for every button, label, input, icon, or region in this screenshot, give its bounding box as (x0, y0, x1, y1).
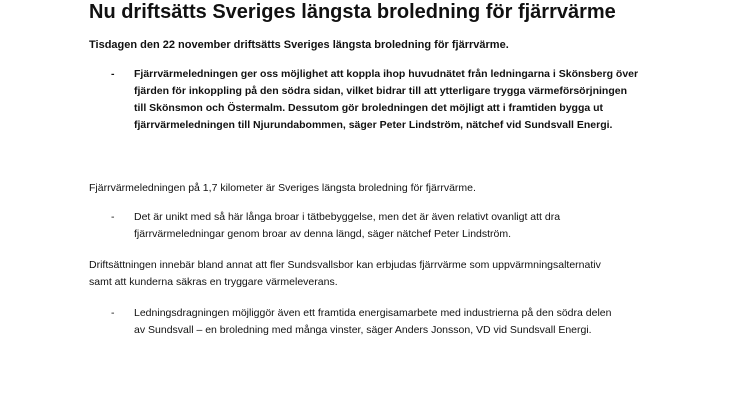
quote-text (134, 66, 674, 134)
lead-paragraph: Tisdagen den 22 november driftsätts Sveriges längsta broledning för fjärrvärme. (89, 39, 509, 51)
paragraph-line: samt att kunderna säkras en tryggare värmeleverans. (89, 276, 338, 288)
page-title: Nu driftsätts Sveriges längsta broledning för fjärrvärme (89, 1, 616, 23)
quote-text (134, 305, 674, 339)
quote-line: Ledningsdragningen möjliggör även ett framtida energisamarbete med industrierna på den södra delen (134, 307, 612, 319)
quote-line: fjärden för inkoppling på den södra sidan, vilket bidrar till att ytterligare trygga värmeförsörjningen (134, 85, 628, 97)
quote-text (134, 209, 674, 243)
quote-dash: - (111, 68, 115, 80)
quote-line: Fjärrvärmeledningen ger oss möjlighet att koppla ihop huvudnätet från ledningarna i Skönsberg över (134, 68, 639, 80)
paragraph-line: Driftsättningen innebär bland annat att fler Sundsvallsbor kan erbjudas fjärrvärme som uppvärmningsalternativ (89, 259, 601, 271)
quote-dash: - (111, 307, 115, 319)
body-paragraph-2 (89, 257, 601, 291)
quote-line: av Sundsvall – en broledning med många vinster, säger Anders Jonsson, VD vid Sundsvall Energi. (134, 324, 592, 336)
paragraph-line: Fjärrvärmeledningen på 1,7 kilometer är Sveriges längsta broledning för fjärrvärme. (89, 182, 476, 194)
quote-line: Det är unikt med så här långa broar i tätbebyggelse, men det är även relativt ovanligt att dra (134, 211, 561, 223)
body-paragraph-1 (89, 180, 476, 197)
quote-line: fjärrvärmeledningar genom broar av denna längd, säger nätchef Peter Lindström. (134, 228, 512, 240)
quote-line: fjärrvärmeledningen till Njurundabommen, säger Peter Lindström, nätchef vid Sundsvall Energi. (134, 119, 613, 131)
quote-line: till Skönsmon och Östermalm. Dessutom gör broledningen det möjligt att i framtiden bygga ut (134, 102, 604, 114)
quote-dash: - (111, 211, 115, 223)
